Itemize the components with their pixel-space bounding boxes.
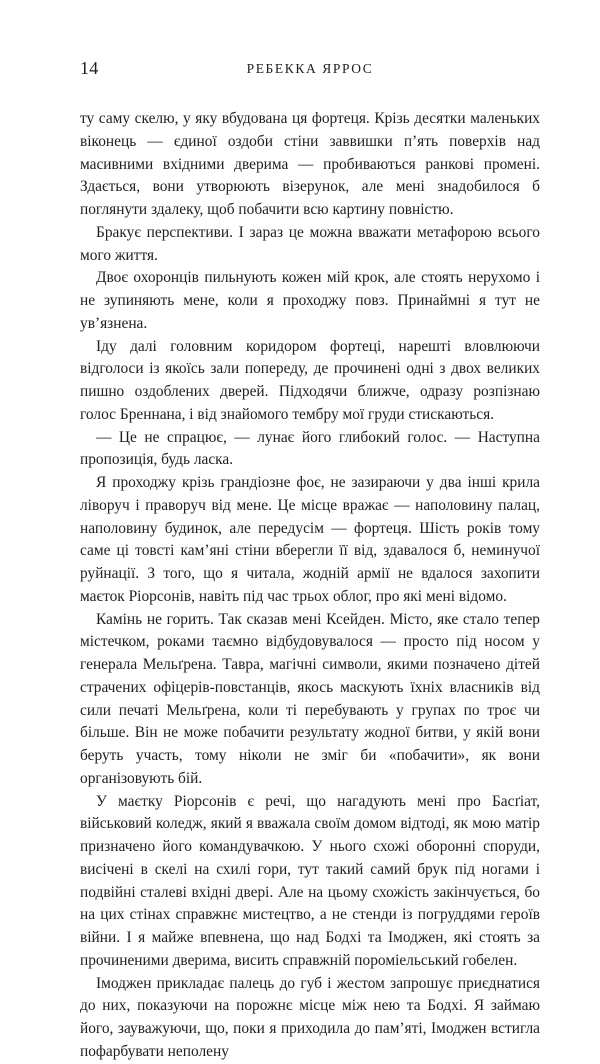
- paragraph: Імоджен прикладає палець до губ і жестом запрошує приєднатися до них, показуючи на порожнє місце між нею та Бодхі. Я займаю його, зауважуючи, що, поки я приходила до пам’яті, Імоджен встигла пофарбувати неполену: [80, 974, 540, 1060]
- page-number: 14: [80, 58, 99, 78]
- running-head: [80, 58, 540, 82]
- body-text: [80, 108, 540, 1064]
- paragraph: У маєтку Ріорсонів є речі, що нагадують мені про Басґіат, військовий коледж, який я вважала своїм домом відтоді, як мою матір призначено його командувачкою. У нього схожі оборонні споруди, висічені в скелі на схилі гори, тут такий самий брук під ногами і подвійні сталеві вхідні двері. Але на цьому схожість закінчується, бо на цих стінах справжнє мистецтво, а не стенди із погруддями героїв війни. І я майже впевнена, що над Бодхі та Імоджен, які стоять за прочиненими дверима, висить справжній пороміельський гобелен.: [80, 792, 540, 969]
- book-author: РЕБЕККА ЯРРОС: [246, 61, 374, 76]
- paragraph: Я проходжу крізь грандіозне фоє, не зазираючи у два інші крила ліворуч і праворуч від мене. Це місце вражає — наполовину палац, наполовину будинок, але передусім — фортеця. Шість років тому саме ці товсті кам’яні стіни вберегли її від, здавалося б, неминучої руйнації. З того, що я читала, жодній армії не вдалося захопити маєток Ріорсонів, навіть під час трьох облог, про які мені відомо.: [80, 474, 540, 605]
- dialogue-paragraph: — Це не спрацює, — лунає його глибокий голос. — Наступна пропозиція, будь ласка.: [80, 428, 540, 469]
- paragraph: Іду далі головним коридором фортеці, нарешті вловлюючи відголоси із якоїсь зали попереду, де прочинені одні з двох великих пишно оздоблених дверей. Підходячи ближче, одразу розпізнаю голос Бреннана, і від знайомого тембру мої груди стискаються.: [80, 337, 540, 423]
- paragraph: Двоє охоронців пильнують кожен мій крок, але стоять нерухомо і не зупиняють мене, коли я проходжу повз. Принаймні я тут не ув’язнена.: [80, 269, 540, 332]
- paragraph-continued: ту саму скелю, у яку вбудована ця фортеця. Крізь десятки маленьких віконець — єдиної оздоби стіни заввишки п’ять поверхів над масивними вхідними дверима — пробиваються ранкові промені. Здається, вони утворюють візерунок, але мені знадобилося б поглянути здалеку, щоб побачити всю картину повністю.: [80, 110, 540, 218]
- paragraph: Камінь не горить. Так сказав мені Ксейден. Місто, яке стало тепер містечком, роками таємно відбудовувалося — просто під носом у генерала Мельґрена. Тавра, магічні символи, якими позначено дітей страчених офіцерів-повстанців, якось маскують їхніх власників від сили печаті Мельґрена, коли ті перебувають у групах по троє чи більше. Він не може побачити результату жодної битви, у якій вони беруть участь, тому ніколи не зміг би «побачити», як вони організовують бій.: [80, 610, 540, 787]
- paragraph: Бракує перспективи. І зараз це можна вважати метафорою всього мого життя.: [80, 223, 540, 264]
